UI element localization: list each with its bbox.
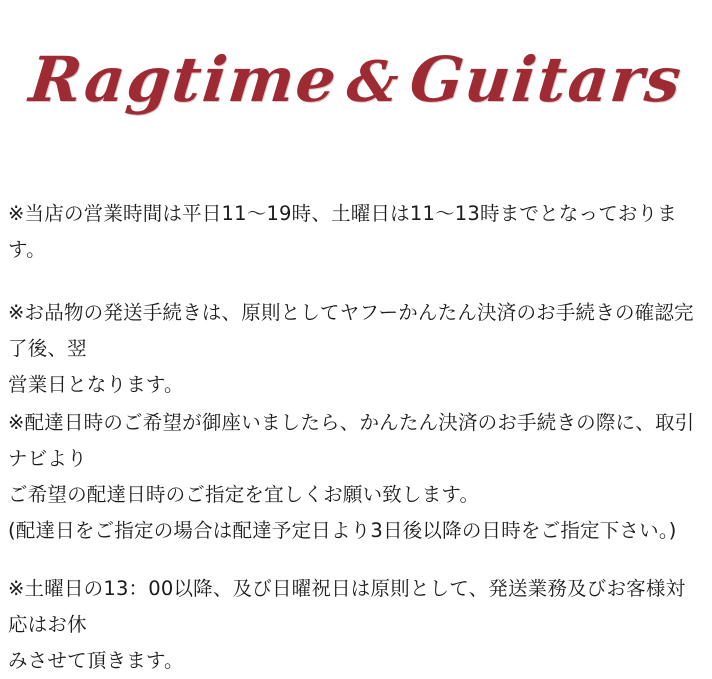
logo-word-ragtime: Ragtime — [26, 43, 342, 116]
logo-ampersand: & — [343, 49, 404, 115]
shop-logo-banner — [0, 0, 712, 160]
notice-delivery-line-2: ご希望の配達日時のご指定を宜しくお願い致します。 — [8, 483, 480, 506]
logo-word-guitars: Guitars — [406, 43, 687, 116]
notice-closed-line-1: ※土曜日の13：00以降、及び日曜祝日は原則として、発送業務及びお客様対応はお休 — [8, 577, 686, 636]
notice-text-block — [8, 196, 704, 679]
notice-closed-line-2: みさせて頂きます。 — [8, 649, 184, 672]
shop-logo-text — [26, 43, 687, 116]
notice-delivery-line-3: (配達日をご指定の場合は配達予定日より3日後以降の日時をご指定下さい。) — [8, 519, 677, 542]
notice-shipping-line-2: 営業日となります。 — [8, 373, 184, 396]
notice-delivery-line-1: ※配達日時のご希望が御座いましたら、かんたん決済のお手続きの際に、取引ナビより — [8, 411, 695, 470]
notice-shipping-line-1: ※お品物の発送手続きは、原則としてヤフーかんたん決済のお手続きの確認完了後、翌 — [8, 301, 694, 360]
spacer — [8, 268, 704, 295]
notice-business-hours: ※当店の営業時間は平日11〜19時、土曜日は11〜13時までとなっております。 — [8, 202, 677, 261]
spacer — [8, 549, 704, 571]
